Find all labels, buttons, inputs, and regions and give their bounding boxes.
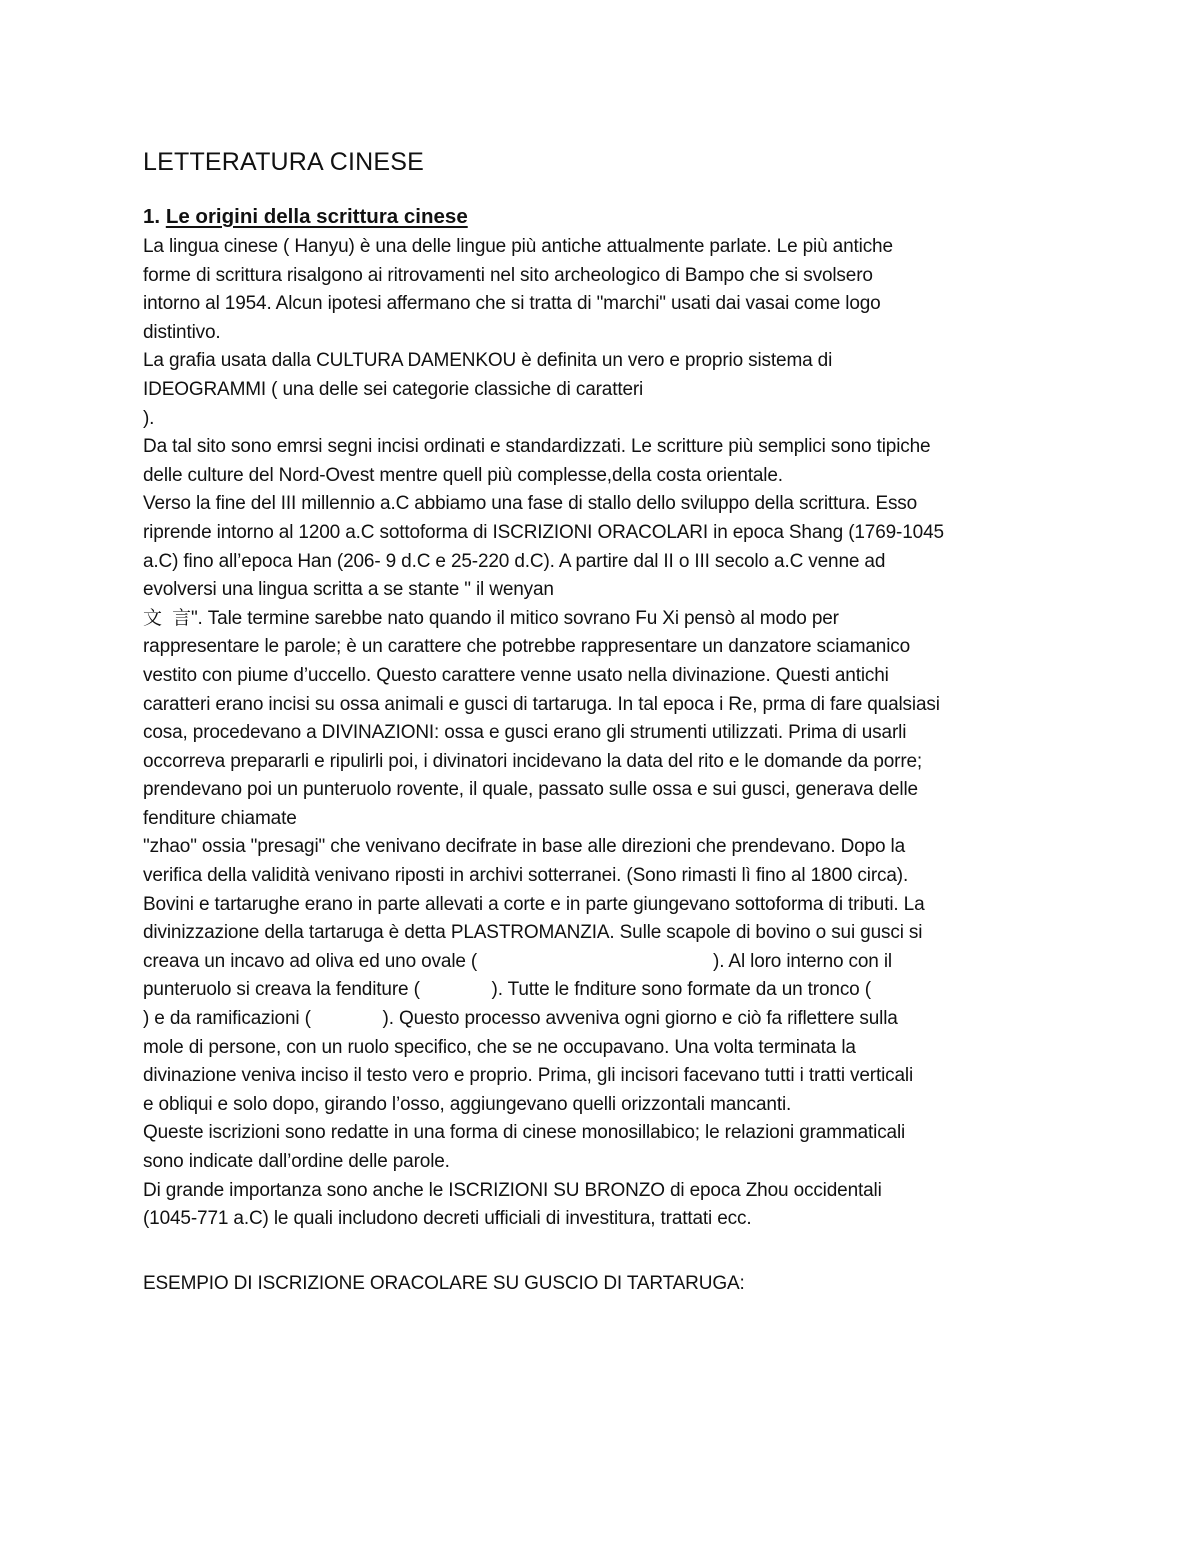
document-title: LETTERATURA CINESE	[143, 148, 424, 176]
text-line: forme di scrittura risalgono ai ritrovamenti nel sito archeologico di Bampo che si svolsero	[143, 264, 873, 286]
section-number: 1.	[143, 205, 161, 228]
text-line: Di grande importanza sono anche le ISCRIZIONI SU BRONZO di epoca Zhou occidentali	[143, 1179, 882, 1201]
section-heading	[143, 201, 468, 233]
text-line: divinizzazione della tartaruga è detta PLASTROMANZIA. Sulle scapole di bovino o sui gusci si	[143, 922, 923, 944]
text-line: cosa, procedevano a DIVINAZIONI: ossa e gusci erano gli strumenti utilizzati. Prima di usarli	[143, 722, 907, 744]
text-line: divinazione veniva inciso il testo vero e proprio. Prima, gli incisori facevano tutti i tratti verticali	[143, 1065, 914, 1087]
text-line: Bovini e tartarughe erano in parte allevati a corte e in parte giungevano sottoforma di tributi. La	[143, 893, 925, 915]
body-text	[143, 233, 1143, 1234]
text-line: "zhao" ossia "presagi" che venivano decifrate in base alle direzioni che prendevano. Dopo la	[143, 836, 906, 858]
text-line: occorreva prepararli e ripulirli poi, i divinatori incidevano la data del rito e le domande da porre;	[143, 750, 923, 772]
text-line: Verso la fine del III millennio a.C abbiamo una fase di stallo dello sviluppo della scrittura. Esso	[143, 493, 918, 515]
text-line: fenditure chiamate	[143, 807, 297, 829]
text-line: IDEOGRAMMI ( una delle sei categorie classiche di caratteri	[143, 378, 644, 400]
text-line: e obliqui e solo dopo, girando l’osso, aggiungevano quelli orizzontali mancanti.	[143, 1093, 792, 1115]
text-line: 文 言". Tale termine sarebbe nato quando il mitico sovrano Fu Xi pensò al modo per	[143, 607, 839, 629]
text-line: a.C) fino all’epoca Han (206- 9 d.C e 25-220 d.C). A partire dal II o III secolo a.C venne ad	[143, 550, 886, 572]
text-line: intorno al 1954. Alcun ipotesi affermano che si tratta di "marchi" usati dai vasai come logo	[143, 293, 881, 315]
text-line: distintivo.	[143, 321, 221, 343]
text-line: riprende intorno al 1200 a.C sottoforma di ISCRIZIONI ORACOLARI in epoca Shang (1769-1045	[143, 521, 944, 543]
text-line: Queste iscrizioni sono redatte in una forma di cinese monosillabico; le relazioni grammaticali	[143, 1122, 906, 1144]
text-line: caratteri erano incisi su ossa animali e gusci di tartaruga. In tal epoca i Re, prma di fare qualsiasi	[143, 693, 940, 715]
text-line: rappresentare le parole; è un carattere che potrebbe rappresentare un danzatore sciamanico	[143, 636, 911, 658]
text-line: mole di persone, con un ruolo specifico, che se ne occupavano. Una volta terminata la	[143, 1036, 856, 1058]
text-line: Da tal sito sono emrsi segni incisi ordinati e standardizzati. Le scritture più semplici sono tipiche	[143, 436, 931, 458]
text-line: prendevano poi un punteruolo rovente, il quale, passato sulle ossa e sui gusci, generava delle	[143, 779, 918, 801]
example-caption: ESEMPIO DI ISCRIZIONE ORACOLARE SU GUSCIO DI TARTARUGA:	[143, 1273, 745, 1294]
text-line: verifica della validità venivano riposti in archivi sotterranei. (Sono rimasti lì fino al 1800 circa).	[143, 865, 909, 887]
text-line: sono indicate dall’ordine delle parole.	[143, 1151, 450, 1172]
section-heading-text: Le origini della scrittura cinese	[165, 205, 468, 228]
text-line: ) e da ramificazioni ( ). Questo processo avveniva ogni giorno e ciò fa riflettere sulla	[143, 1008, 898, 1030]
text-line: punteruolo si creava la fenditure ( ). Tutte le fnditure sono formate da un tronco (	[143, 979, 871, 1001]
text-line: delle culture del Nord-Ovest mentre quell più complesse,della costa orientale.	[143, 464, 783, 486]
text-line: La grafia usata dalla CULTURA DAMENKOU è definita un vero e proprio sistema di	[143, 350, 833, 372]
text-line: ).	[143, 407, 155, 429]
text-line: evolversi una lingua scritta a se stante " il wenyan	[143, 579, 554, 601]
text-line: creava un incavo ad oliva ed uno ovale ( ). Al loro interno con il	[143, 950, 892, 972]
text-line: vestito con piume d’uccello. Questo carattere venne usato nella divinazione. Questi antichi	[143, 664, 889, 686]
text-line: (1045-771 a.C) le quali includono decreti ufficiali di investitura, trattati ecc.	[143, 1208, 752, 1230]
text-line: La lingua cinese ( Hanyu) è una delle lingue più antiche attualmente parlate. Le più antiche	[143, 236, 893, 257]
